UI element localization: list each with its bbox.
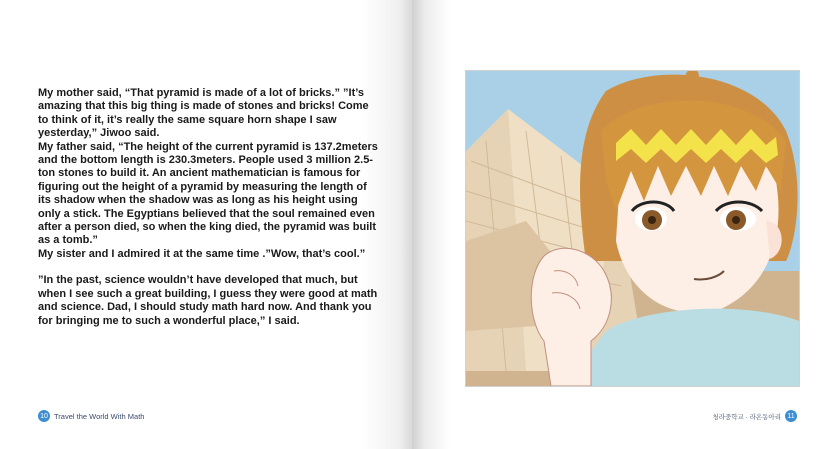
story-paragraph: My sister and I admired it at the same time .”Wow, that’s cool.”	[38, 247, 366, 260]
left-page	[0, 0, 412, 449]
left-footer	[38, 410, 144, 422]
illustration-svg	[466, 71, 799, 386]
story-paragraph: My father said, “The height of the current pyramid is 137.2meters and the bottom length is 230.3meters. People used 3 million 2.5-ton stones to build it. An ancient mathematician is famous for figuring out the height of a pyramid by measuring the length of its shadow when the shadow was as long as his height using only a stick. The Egyptians believed that the soul remained even after a person died, so when the king died, the pyramid was built as a tomb.”	[38, 140, 378, 247]
page-number-badge: 10	[38, 410, 50, 422]
footer-title: Travel the World With Math	[54, 411, 145, 421]
page-number-badge: 11	[785, 410, 797, 422]
story-text	[38, 87, 378, 328]
footer-club-name: 청라중학교 · 라온동아리	[712, 413, 781, 421]
story-paragraph: ”In the past, science wouldn’t have developed that much, but when I see such a great building, I guess they were good at math and science. Dad, I should study math hard now. And thank you for bringing me to such a wonderful place,” I said.	[38, 274, 378, 327]
right-footer	[712, 410, 797, 422]
story-paragraph: My mother said, “That pyramid is made of a lot of bricks.” ”It’s amazing that this big thing is made of stones and bricks! Come to think of it, it’s really the same square horn shape I saw yesterday,” Jiwoo said.	[38, 87, 369, 140]
illustration-boy-pyramid	[465, 70, 800, 387]
